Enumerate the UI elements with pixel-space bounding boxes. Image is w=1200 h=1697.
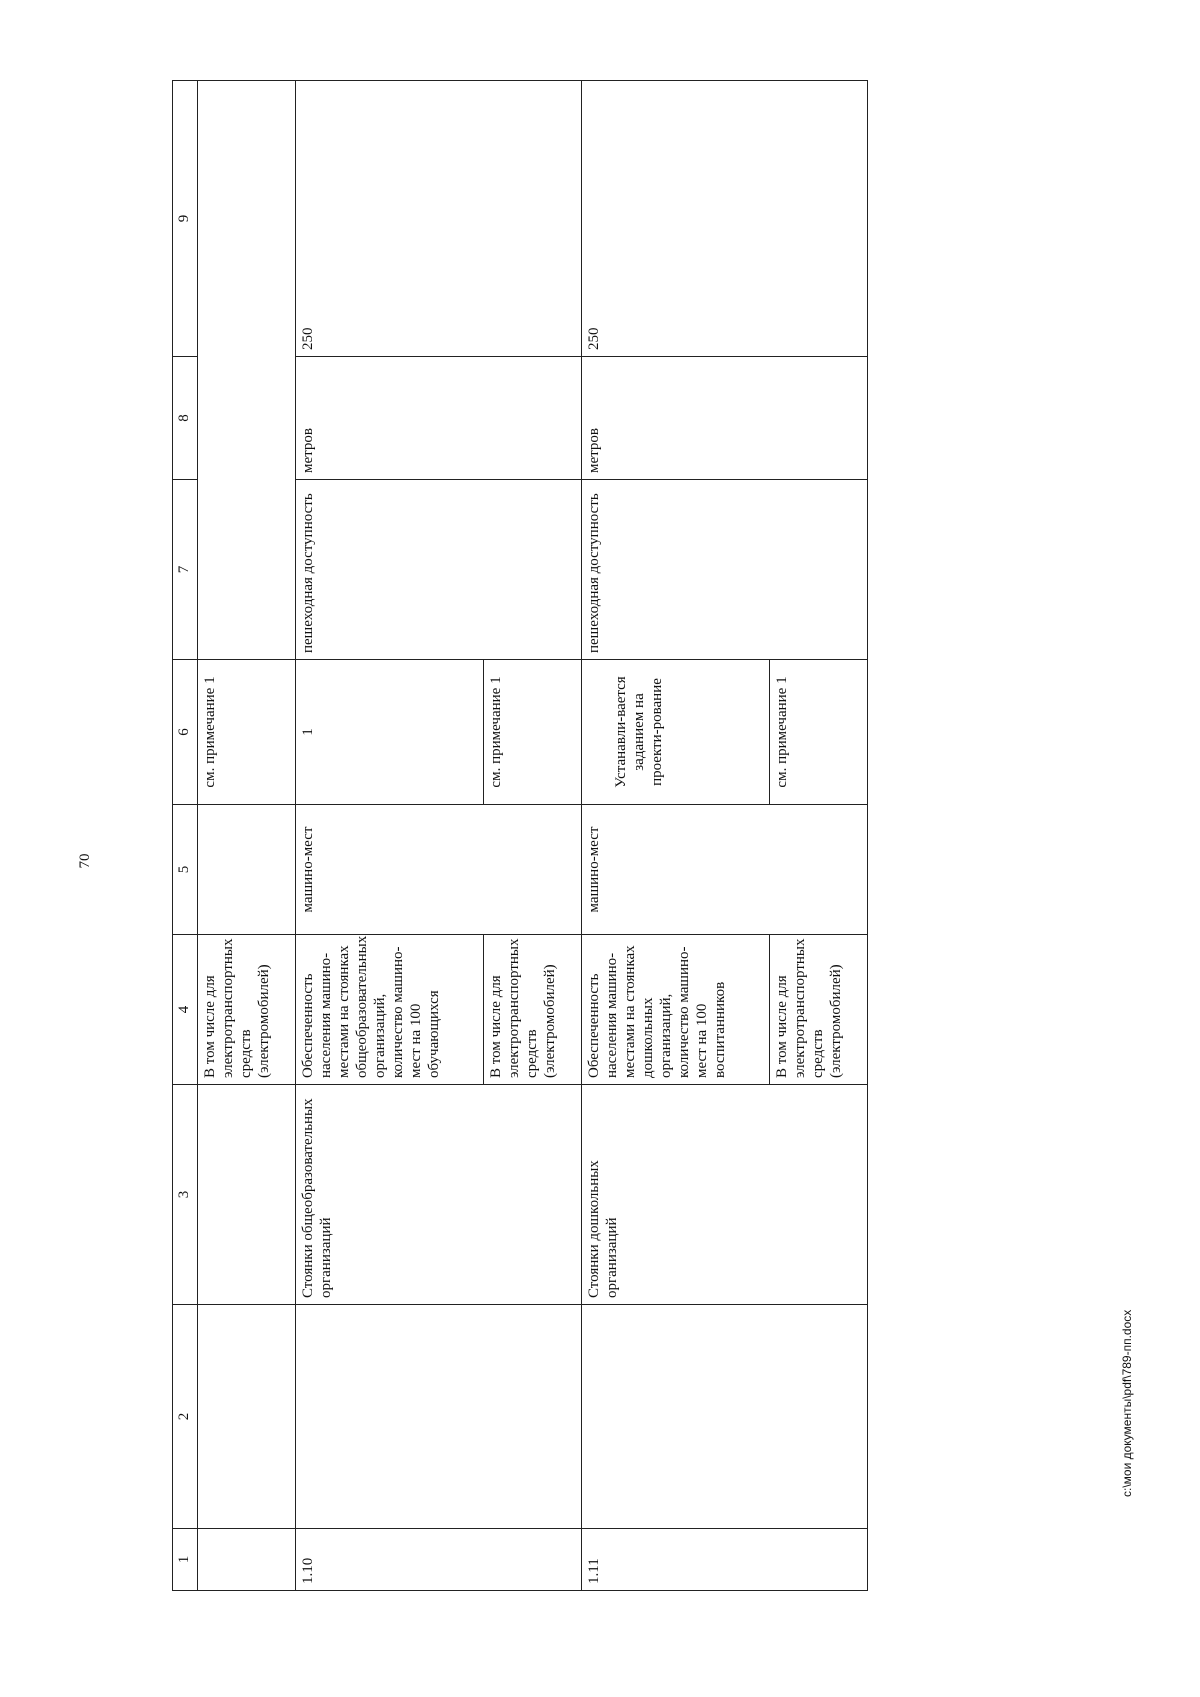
value: см. примечание 1 — [484, 660, 582, 805]
indicator: Обеспеченность населения машино-местами на стоянках дошкольных организаций, количество машино-мест на 100 воспитанников — [582, 935, 770, 1085]
header-cell-5: 5 — [173, 805, 198, 935]
cell — [198, 1529, 296, 1591]
value: 1 — [296, 660, 484, 805]
header-cell-1: 1 — [173, 1529, 198, 1591]
indicator: В том числе для электротранспортных средств (электромобилей) — [484, 935, 582, 1085]
accessibility-type: пешеходная доступность — [582, 480, 868, 660]
table-row — [198, 81, 296, 1591]
accessibility-type: пешеходная доступность — [296, 480, 582, 660]
accessibility-value: 250 — [582, 81, 868, 357]
standards-table — [172, 81, 927, 1591]
row-number: 1.11 — [582, 1529, 868, 1591]
header-cell-6: 6 — [173, 660, 198, 805]
cell — [582, 1305, 868, 1529]
value: см. примечание 1 — [770, 660, 868, 805]
cell: см. примечание 1 — [198, 660, 296, 805]
header-cell-3: 3 — [173, 1085, 198, 1305]
header-cell-4: 4 — [173, 935, 198, 1085]
header-cell-8: 8 — [173, 357, 198, 480]
unit: машино-мест — [582, 805, 868, 935]
footer-file-path: c:\мои документы\pdf\789-пп.docx — [1120, 1309, 1134, 1497]
object-name: Стоянки дошкольных организаций — [582, 1085, 868, 1305]
accessibility-unit: метров — [582, 357, 868, 480]
cell — [198, 1085, 296, 1305]
cell — [198, 81, 296, 660]
page-number: 70 — [77, 853, 93, 869]
table-row — [582, 81, 770, 1591]
cell — [296, 1305, 582, 1529]
value: Устанавли-вается заданием на проекти-рование — [582, 660, 770, 805]
table — [172, 80, 868, 1591]
header-row — [173, 81, 198, 1591]
accessibility-value: 250 — [296, 81, 582, 357]
header-cell-7: 7 — [173, 480, 198, 660]
indicator: Обеспеченность населения машино-местами на стоянках общеобразовательных организаций, количество машино-мест на 100 обучающихся — [296, 935, 484, 1085]
indicator: В том числе для электротранспортных средств (электромобилей) — [770, 935, 868, 1085]
header-cell-2: 2 — [173, 1305, 198, 1529]
unit: машино-мест — [296, 805, 582, 935]
row-number: 1.10 — [296, 1529, 582, 1591]
cell: В том числе для электротранспортных средств (электромобилей) — [198, 935, 296, 1085]
accessibility-unit: метров — [296, 357, 582, 480]
table-row — [296, 81, 484, 1591]
header-cell-9: 9 — [173, 81, 198, 357]
object-name: Стоянки общеобразовательных организаций — [296, 1085, 582, 1305]
cell — [198, 805, 296, 935]
cell — [198, 1305, 296, 1529]
